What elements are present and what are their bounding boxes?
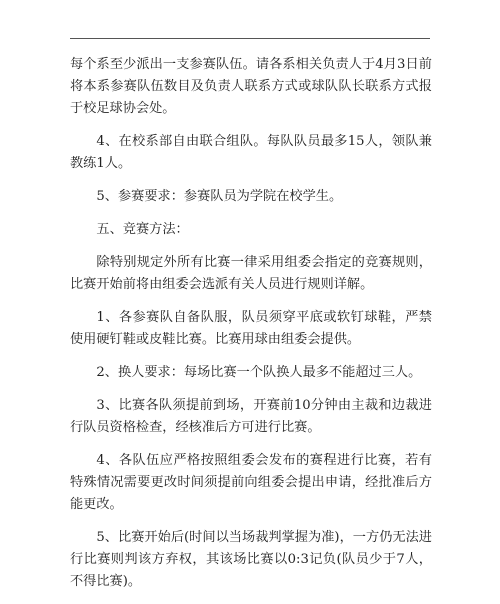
paragraph-uniform-rule: 1、各参赛队自备队服，队员须穿平底或软钉球鞋，严禁使用硬钉鞋或皮鞋比赛。比赛用球由组委会提供。 — [70, 310, 432, 347]
paragraph-arrival-rule: 3、比赛各队须提前到场，开赛前10分钟由主裁和边裁进行队员资格检查，经核准后方可进行比赛。 — [70, 398, 432, 435]
paragraph-team-registration: 每个系至少派出一支参赛队伍。请各系相关负责人于4月3日前将本系参赛队伍数目及负责人联系方式或球队队长联系方式报于校足球协会处。 — [70, 57, 432, 116]
paragraph-forfeit-rule: 5、比赛开始后(时间以当场裁判掌握为准)，一方仍无法进行比赛则判该方弃权，其该场比赛以0:3记负(队员少于7人，不得比赛)。 — [70, 530, 432, 589]
section-heading-competition-method: 五、竞赛方法： — [96, 222, 189, 237]
paragraph-eligibility: 5、参赛要求：参赛队员为学院在校学生。 — [96, 189, 343, 204]
document-body — [70, 54, 432, 604]
header-rule — [70, 38, 430, 39]
paragraph-joint-teams: 4、在校系部自由联合组队。每队队员最多15人，领队兼教练1人。 — [70, 134, 432, 171]
paragraph-rules-intro: 除特别规定外所有比赛一律采用组委会指定的竞赛规则，比赛开始前将由组委会选派有关人员进行规则详解。 — [70, 255, 432, 292]
paragraph-schedule-rule: 4、各队伍应严格按照组委会发布的赛程进行比赛，若有特殊情况需要更改时间须提前向组委会提出申请，经批准后方能更改。 — [70, 453, 432, 512]
paragraph-substitution-rule: 2、换人要求：每场比赛一个队换人最多不能超过三人。 — [96, 365, 422, 380]
